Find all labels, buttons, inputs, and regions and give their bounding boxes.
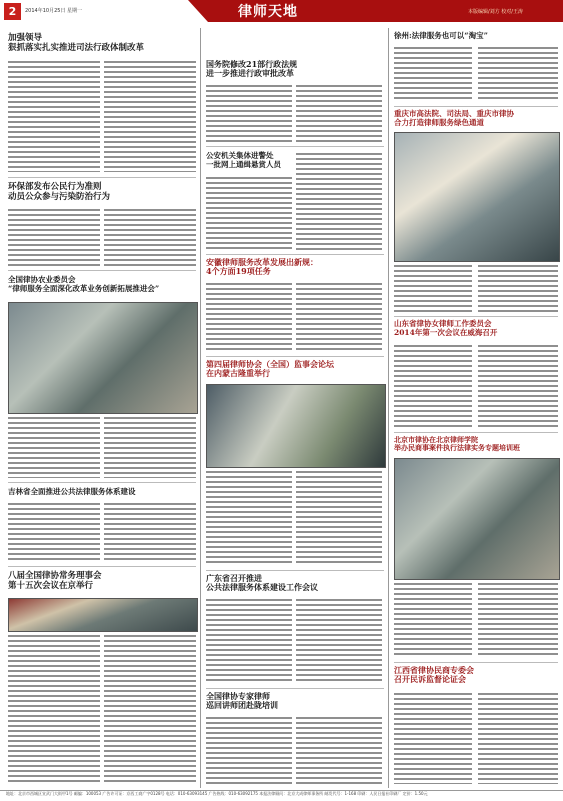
article-body (394, 46, 472, 102)
article-body (296, 152, 382, 250)
article-body (478, 46, 558, 102)
news-photo (8, 302, 198, 414)
divider (394, 432, 558, 433)
article-body (478, 692, 558, 784)
news-photo (206, 384, 386, 468)
footer-text: 地址：北京市西城区宣武门大街甲1号 邮编：100053 广告许可证：京西工商广字0128号 电话：010-63093145 广告热线：010-63092175 本报法律顾问：北京大成律师事务所 邮发代号：1-168 印刷：人民日报社印刷厂 定价：1.50元 (6, 791, 428, 796)
divider (394, 662, 558, 663)
article-body (8, 416, 100, 478)
article-headline: 吉林省全面推进公共法律服务体系建设 (8, 487, 136, 496)
news-photo (394, 458, 560, 580)
article-body (394, 582, 472, 658)
news-photo (394, 132, 560, 262)
divider (206, 254, 384, 255)
page-number: 2 (4, 3, 21, 20)
divider (394, 106, 558, 107)
article-body (104, 502, 196, 562)
article-headline: 公安机关集体进警处 一批网上通缉悬赏人员 (206, 151, 281, 169)
page-header (0, 0, 563, 24)
article-headline: 第四届律师协会（全国）监事会论坛 在内蒙古隆重举行 (206, 359, 334, 379)
article-body (104, 634, 196, 784)
article-headline: 全国律协农业委员会 “律师服务全面深化改革业务创新拓展推进会” (8, 275, 160, 293)
divider (206, 356, 384, 357)
news-photo (8, 598, 198, 632)
article-headline: 国务院修改21部行政法规 进一步推进行政审批改革 (206, 59, 298, 79)
article-body (104, 416, 196, 478)
article-headline: 北京市律协在北京律师学院 举办民商事案件执行法律实务专题培训班 (394, 435, 520, 453)
column-divider (388, 28, 389, 788)
article-body (206, 176, 292, 250)
article-body (206, 282, 292, 352)
divider (394, 316, 558, 317)
divider (206, 146, 384, 147)
article-headline: 全国律协专家律师 巡回讲师团赴陇培训 (206, 691, 278, 711)
divider (8, 482, 196, 483)
article-headline: 徐州:法律服务也可以“淘宝” (394, 31, 488, 40)
article-body (104, 60, 196, 172)
article-headline: 山东省律协女律师工作委员会 2014年第一次会议在威海召开 (394, 319, 498, 337)
article-body (296, 282, 382, 352)
article-body (206, 84, 292, 142)
article-body (8, 502, 100, 562)
divider (8, 270, 196, 271)
article-body (394, 264, 472, 312)
article-headline: 安徽律师服务改革发展出新规： 4个方面19项任务 (206, 257, 318, 277)
section-subtitle: 本版编辑/刘方 校对/王涛 (468, 9, 523, 15)
article-body (206, 716, 292, 784)
article-body (206, 598, 292, 684)
divider (8, 177, 196, 178)
article-headline: 江西省律协民商专委会 召开民诉监督论证会 (394, 665, 474, 685)
divider (206, 688, 384, 689)
divider (206, 570, 384, 571)
article-body (478, 344, 558, 428)
article-body (296, 84, 382, 142)
article-headline: 环保部发布公民行为准则 动员公众参与污染防治行为 (8, 182, 111, 202)
article-body (8, 60, 100, 172)
article-body (296, 598, 382, 684)
article-headline: 八届全国律协常务理事会 第十五次会议在京举行 (8, 571, 102, 591)
article-body (296, 470, 382, 566)
article-headline: 加强领导 狠抓落实扎实推进司法行政体制改革 (8, 33, 145, 53)
article-body (478, 264, 558, 312)
article-body (8, 208, 100, 266)
section-title: 律师天地 (238, 4, 298, 20)
article-body (296, 716, 382, 784)
article-body (394, 344, 472, 428)
column-divider (200, 28, 201, 788)
article-headline: 广东省召开推进 公共法律服务体系建设工作会议 (206, 573, 318, 593)
article-body (478, 582, 558, 658)
divider (8, 566, 196, 567)
article-body (394, 692, 472, 784)
article-body (8, 634, 100, 784)
date-line: 2014年10月25日 星期一 (25, 8, 83, 14)
article-body (104, 208, 196, 266)
article-headline: 重庆市高法院、司法局、重庆市律协 合力打造律师服务绿色通道 (394, 109, 514, 127)
article-body (206, 470, 292, 566)
